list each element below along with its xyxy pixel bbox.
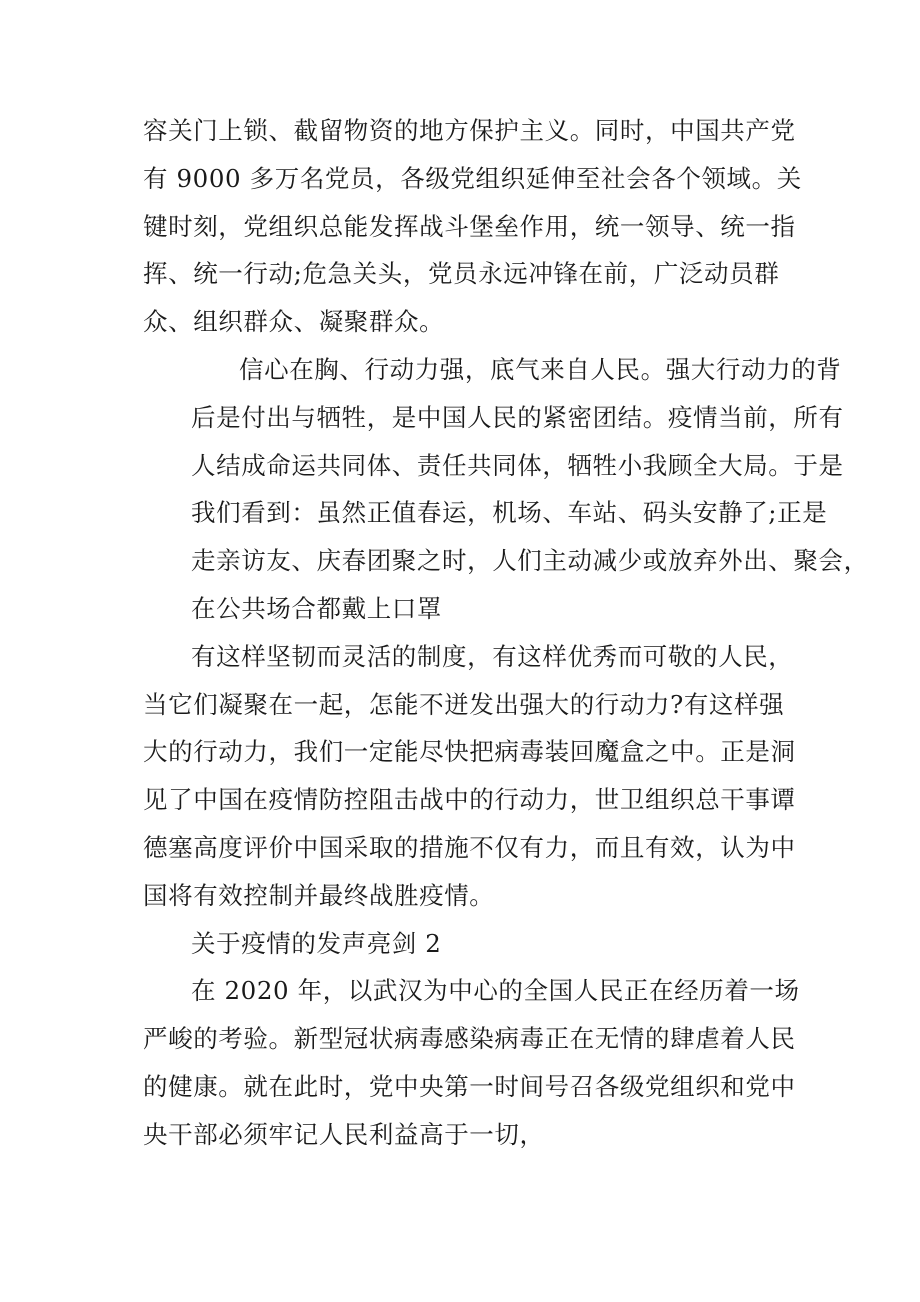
text-line: 央干部必须牢记人民利益高于一切，: [143, 1119, 545, 1149]
text-line: 当它们凝聚在一起，怎能不迸发出强大的行动力?有这样强: [143, 689, 785, 719]
text-line: 关于疫情的发声亮剑 2: [191, 928, 442, 958]
text-line: 在公共场合都戴上口罩: [191, 593, 442, 623]
text-line: 见了中国在疫情防控阻击战中的行动力，世卫组织总干事谭: [143, 785, 796, 815]
text-line: 的健康。就在此时，党中央第一时间号召各级党组织和党中: [143, 1071, 796, 1101]
paragraph-1: [143, 107, 802, 346]
text-line: 容关门上锁、截留物资的地方保护主义。同时，中国共产党: [143, 116, 796, 145]
text-line: 德塞高度评价中国采取的措施不仅有力，而且有效，认为中: [143, 832, 796, 862]
text-line: 人结成命运共同体、责任共同体，牺牲小我顾全大局。于是: [191, 450, 844, 480]
text-line: 走亲访友、庆春团聚之时，人们主动减少或放弃外出、聚会，: [191, 546, 869, 576]
text-line: 国将有效控制并最终战胜疫情。: [143, 880, 495, 910]
text-line: 键时刻，党组织总能发挥战斗堡垒作用，统一领导、统一指: [143, 211, 796, 241]
paragraph-4: [143, 967, 800, 1158]
text-line: 在 2020 年，以武汉为中心的全国人民正在经历着一场: [191, 976, 800, 1006]
paragraph-3: [143, 633, 796, 920]
text-line: 有 9000 多万名党员，各级党组织延伸至社会各个领域。关: [143, 163, 802, 193]
text-line: 后是付出与牺牲，是中国人民的紧密团结。疫情当前，所有: [191, 402, 844, 432]
text-line: 我们看到：虽然正值春运，机场、车站、码头安静了;正是: [191, 498, 828, 528]
text-line: 大的行动力，我们一定能尽快把病毒装回魔盒之中。正是洞: [143, 737, 796, 767]
text-line: 挥、统一行动;危急关头，党员永远冲锋在前，广泛动员群: [143, 259, 780, 289]
document-body: [143, 107, 869, 1159]
paragraph-2: [143, 346, 869, 633]
text-line: 信心在胸、行动力强，底气来自人民。强大行动力的背: [239, 354, 842, 384]
section-heading: [143, 920, 793, 968]
text-line: 有这样坚韧而灵活的制度，有这样优秀而可敬的人民，: [191, 641, 794, 671]
text-line: 众、组织群众、凝聚群众。: [143, 307, 445, 337]
text-line: 严峻的考验。新型冠状病毒感染病毒正在无情的肆虐着人民: [143, 1024, 796, 1054]
